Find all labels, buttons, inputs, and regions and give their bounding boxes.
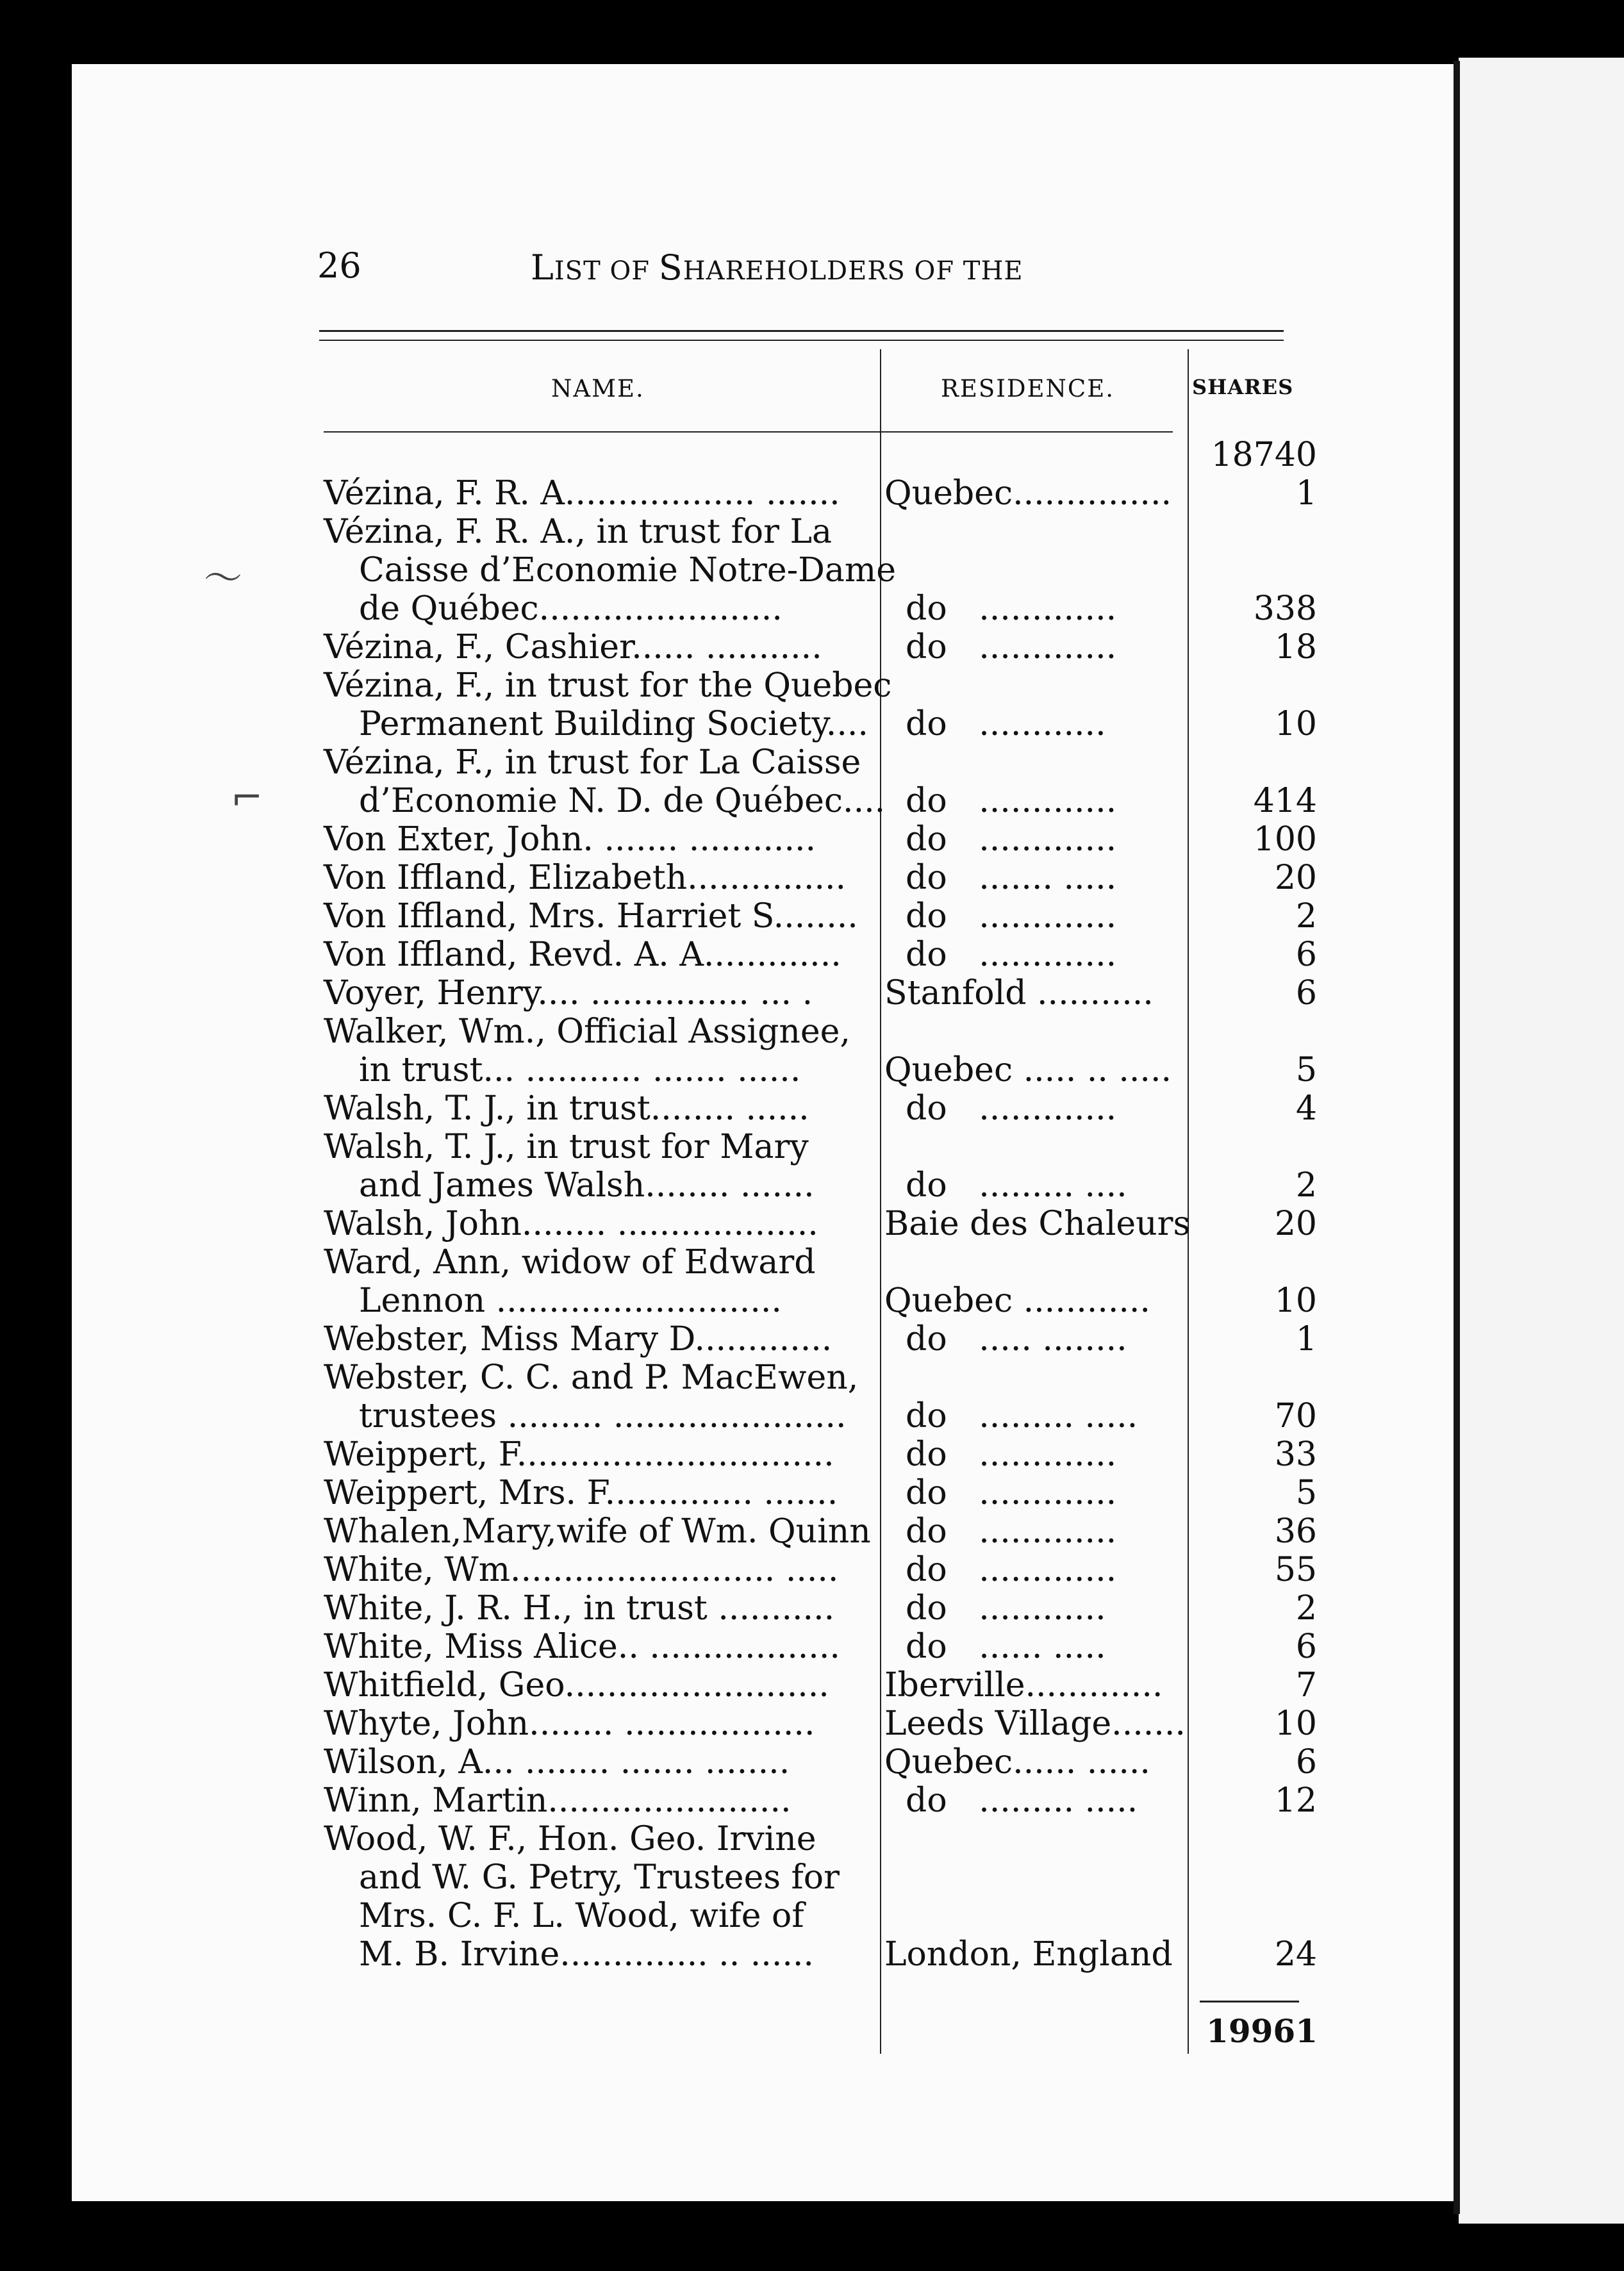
table-row <box>324 1243 1317 1282</box>
table-row <box>324 705 1317 743</box>
table-row <box>324 897 1317 936</box>
shareholder-name: Ward, Ann, widow of Edward <box>324 1243 816 1282</box>
page-gutter <box>1454 61 1460 2214</box>
shareholder-shares: 338 <box>1253 590 1317 628</box>
table-row <box>324 743 1317 782</box>
shareholder-name: Webster, C. C. and P. MacEwen, <box>324 1358 859 1397</box>
shareholder-shares: 100 <box>1253 820 1317 859</box>
shareholder-shares: 1 <box>1295 474 1317 513</box>
shareholder-name: d’Economie N. D. de Québec.... <box>359 782 886 820</box>
total-rule <box>1200 2001 1299 2003</box>
table-row <box>324 628 1317 666</box>
shareholder-name: Vézina, F. R. A., in trust for La <box>324 513 832 551</box>
shareholder-residence: Stanfold ........... <box>884 974 1154 1012</box>
shareholder-residence: Iberville............. <box>884 1666 1163 1705</box>
page-number: 26 <box>317 245 361 286</box>
table-row <box>324 1589 1317 1628</box>
shareholder-residence: do ............. <box>884 1551 1117 1589</box>
table-row <box>324 551 1317 590</box>
table-row <box>324 1474 1317 1512</box>
shareholder-name: Von Iffland, Elizabeth............... <box>324 859 847 897</box>
shareholder-name: Permanent Building Society.... <box>359 705 868 743</box>
shareholder-residence: do ......... .... <box>884 1166 1127 1205</box>
table-row <box>324 1397 1317 1435</box>
shareholder-shares: 33 <box>1274 1435 1317 1474</box>
table-row <box>324 1935 1317 1974</box>
shareholder-name: Lennon ........................... <box>359 1282 782 1320</box>
table-row <box>324 1666 1317 1705</box>
shareholder-name: White, J. R. H., in trust ........... <box>324 1589 835 1628</box>
shareholder-name: Winn, Martin....................... <box>324 1781 791 1820</box>
table-row <box>324 1089 1317 1128</box>
shareholder-residence: do ...... ..... <box>884 1628 1106 1666</box>
total-divider <box>1188 2003 1189 2054</box>
shareholder-residence: do ............. <box>884 1435 1117 1474</box>
shareholder-shares: 2 <box>1295 897 1317 936</box>
shareholder-residence: do ......... ..... <box>884 1397 1138 1435</box>
shareholder-name: trustees ......... ...................... <box>359 1397 847 1435</box>
shareholder-name: Wilson, A... ........ ....... ........ <box>324 1743 790 1781</box>
shareholder-name: Vézina, F., in trust for the Quebec <box>324 666 892 705</box>
shareholder-residence: do ............. <box>884 1474 1117 1512</box>
shareholder-name: M. B. Irvine.............. .. ...... <box>359 1935 814 1974</box>
table-row <box>324 936 1317 974</box>
shareholder-shares: 6 <box>1295 936 1317 974</box>
shareholder-shares: 6 <box>1295 1743 1317 1781</box>
table-row <box>324 666 1317 705</box>
shareholder-name: Weippert, Mrs. F.............. ....... <box>324 1474 838 1512</box>
margin-pencil-mark: 〜 <box>204 556 242 601</box>
shareholder-name: de Québec....................... <box>359 590 783 628</box>
shareholder-residence: do ............. <box>884 1089 1117 1128</box>
table-row <box>324 474 1317 513</box>
table-row <box>324 1551 1317 1589</box>
shareholder-shares: 70 <box>1274 1397 1317 1435</box>
shareholder-residence: Quebec ..... .. ..... <box>884 1051 1172 1089</box>
shareholder-residence: do ....... ..... <box>884 859 1117 897</box>
carried-forward-row <box>324 436 1317 474</box>
table-row <box>324 1282 1317 1320</box>
shareholder-name: Vézina, F. R. A.................. ....... <box>324 474 840 513</box>
header-rule-bottom <box>324 431 1173 433</box>
shareholder-name: Vézina, F., in trust for La Caisse <box>324 743 861 782</box>
shareholder-residence: do ............. <box>884 590 1117 628</box>
shareholder-name: Whalen,Mary,wife of Wm. Quinn <box>324 1512 871 1551</box>
shareholder-residence: Baie des Chaleurs <box>884 1205 1191 1243</box>
table-row <box>324 782 1317 820</box>
table-row <box>324 1435 1317 1474</box>
table-row <box>324 1820 1317 1858</box>
shareholder-shares: 55 <box>1274 1551 1317 1589</box>
shareholder-shares: 18 <box>1274 628 1317 666</box>
shareholder-residence: Leeds Village....... <box>884 1705 1186 1743</box>
shareholder-shares: 6 <box>1295 1628 1317 1666</box>
shareholder-name: Voyer, Henry.... ............... ... . <box>324 974 813 1012</box>
shareholder-shares: 414 <box>1253 782 1317 820</box>
facing-page-edge <box>1459 58 1624 2224</box>
shareholder-name: White, Miss Alice.. .................. <box>324 1628 840 1666</box>
table-row <box>324 1897 1317 1935</box>
table-row <box>324 590 1317 628</box>
shareholder-shares: 20 <box>1274 1205 1317 1243</box>
shareholder-name: Walsh, John........ ................... <box>324 1205 818 1243</box>
shareholder-name: White, Wm......................... ..... <box>324 1551 839 1589</box>
shareholder-shares: 2 <box>1295 1166 1317 1205</box>
margin-pencil-mark: ⌐ <box>231 775 263 820</box>
table-row <box>324 1743 1317 1781</box>
column-header-name: NAME. <box>551 375 645 402</box>
shareholder-residence: London, England <box>884 1935 1173 1974</box>
carried-forward-shares: 18740 <box>1211 436 1317 474</box>
shareholder-residence: do ..... ........ <box>884 1320 1127 1358</box>
shareholder-residence: do ............ <box>884 705 1106 743</box>
shareholder-name: Weippert, F.............................. <box>324 1435 834 1474</box>
shareholder-shares: 5 <box>1295 1474 1317 1512</box>
shareholder-residence: do ............. <box>884 936 1117 974</box>
table-row <box>324 1128 1317 1166</box>
table-row <box>324 974 1317 1012</box>
grand-total-shares: 19961 <box>1206 2012 1318 2050</box>
running-head-initial: L <box>531 247 554 288</box>
shareholder-name: in trust... ........... ....... ...... <box>359 1051 801 1089</box>
table-row <box>324 1166 1317 1205</box>
table-row <box>324 1512 1317 1551</box>
shareholder-name: Whyte, John........ .................. <box>324 1705 815 1743</box>
column-header-shares: SHARES <box>1192 375 1294 399</box>
shareholder-residence: Quebec............... <box>884 474 1172 513</box>
table-row <box>324 1705 1317 1743</box>
shareholder-shares: 1 <box>1295 1320 1317 1358</box>
shareholder-name: Walsh, T. J., in trust........ ...... <box>324 1089 809 1128</box>
shareholder-name: Von Iffland, Mrs. Harriet S........ <box>324 897 858 936</box>
shareholder-shares: 6 <box>1295 974 1317 1012</box>
shareholder-shares: 5 <box>1295 1051 1317 1089</box>
shareholder-name: Vézina, F., Cashier...... ........... <box>324 628 822 666</box>
shareholder-name: Von Exter, John. ....... ............ <box>324 820 816 859</box>
shareholder-residence: do ............. <box>884 897 1117 936</box>
shareholder-residence: do ......... ..... <box>884 1781 1138 1820</box>
table-row <box>324 1051 1317 1089</box>
shareholder-shares: 2 <box>1295 1589 1317 1628</box>
shareholder-shares: 36 <box>1274 1512 1317 1551</box>
shareholder-residence: do ............. <box>884 782 1117 820</box>
table-row <box>324 820 1317 859</box>
shareholder-residence: do ............. <box>884 1512 1117 1551</box>
shareholder-name: and W. G. Petry, Trustees for <box>359 1858 840 1897</box>
shareholder-shares: 12 <box>1274 1781 1317 1820</box>
shareholder-residence: Quebec...... ...... <box>884 1743 1150 1781</box>
shareholder-shares: 24 <box>1274 1935 1317 1974</box>
header-rule-top <box>319 330 1284 332</box>
shareholder-shares: 10 <box>1274 1705 1317 1743</box>
shareholder-shares: 10 <box>1274 1282 1317 1320</box>
shareholder-name: Whitfield, Geo......................... <box>324 1666 829 1705</box>
shareholder-name: Caisse d’Economie Notre-Dame <box>359 551 897 590</box>
shareholder-name: Mrs. C. F. L. Wood, wife of <box>359 1897 804 1935</box>
table-row <box>324 1320 1317 1358</box>
table-row <box>324 1781 1317 1820</box>
shareholder-name: and James Walsh........ ....... <box>359 1166 815 1205</box>
running-head-small: IST OF <box>554 256 659 286</box>
shareholder-shares: 4 <box>1295 1089 1317 1128</box>
shareholder-residence: Quebec ............ <box>884 1282 1150 1320</box>
shareholder-shares: 7 <box>1295 1666 1317 1705</box>
shareholder-residence: do ............. <box>884 628 1117 666</box>
shareholder-residence: do ............. <box>884 820 1117 859</box>
shareholder-name: Wood, W. F., Hon. Geo. Irvine <box>324 1820 816 1858</box>
shareholder-name: Walsh, T. J., in trust for Mary <box>324 1128 809 1166</box>
shareholder-name: Von Iffland, Revd. A. A............. <box>324 936 841 974</box>
table-row <box>324 1628 1317 1666</box>
running-head-initial: S <box>658 247 683 288</box>
table-row <box>324 1358 1317 1397</box>
shareholder-name: Webster, Miss Mary D............. <box>324 1320 833 1358</box>
table-row <box>324 1205 1317 1243</box>
shareholder-shares: 10 <box>1274 705 1317 743</box>
table-row <box>324 859 1317 897</box>
table-row <box>324 513 1317 551</box>
running-head <box>531 249 1023 290</box>
shareholder-residence: do ............ <box>884 1589 1106 1628</box>
table-row <box>324 1012 1317 1051</box>
header-rule-top-2 <box>319 340 1284 341</box>
running-head-small: HAREHOLDERS OF THE <box>683 256 1023 286</box>
shareholder-name: Walker, Wm., Official Assignee, <box>324 1012 850 1051</box>
column-header-residence: RESIDENCE. <box>941 375 1114 402</box>
shareholder-shares: 20 <box>1274 859 1317 897</box>
table-row <box>324 1858 1317 1897</box>
